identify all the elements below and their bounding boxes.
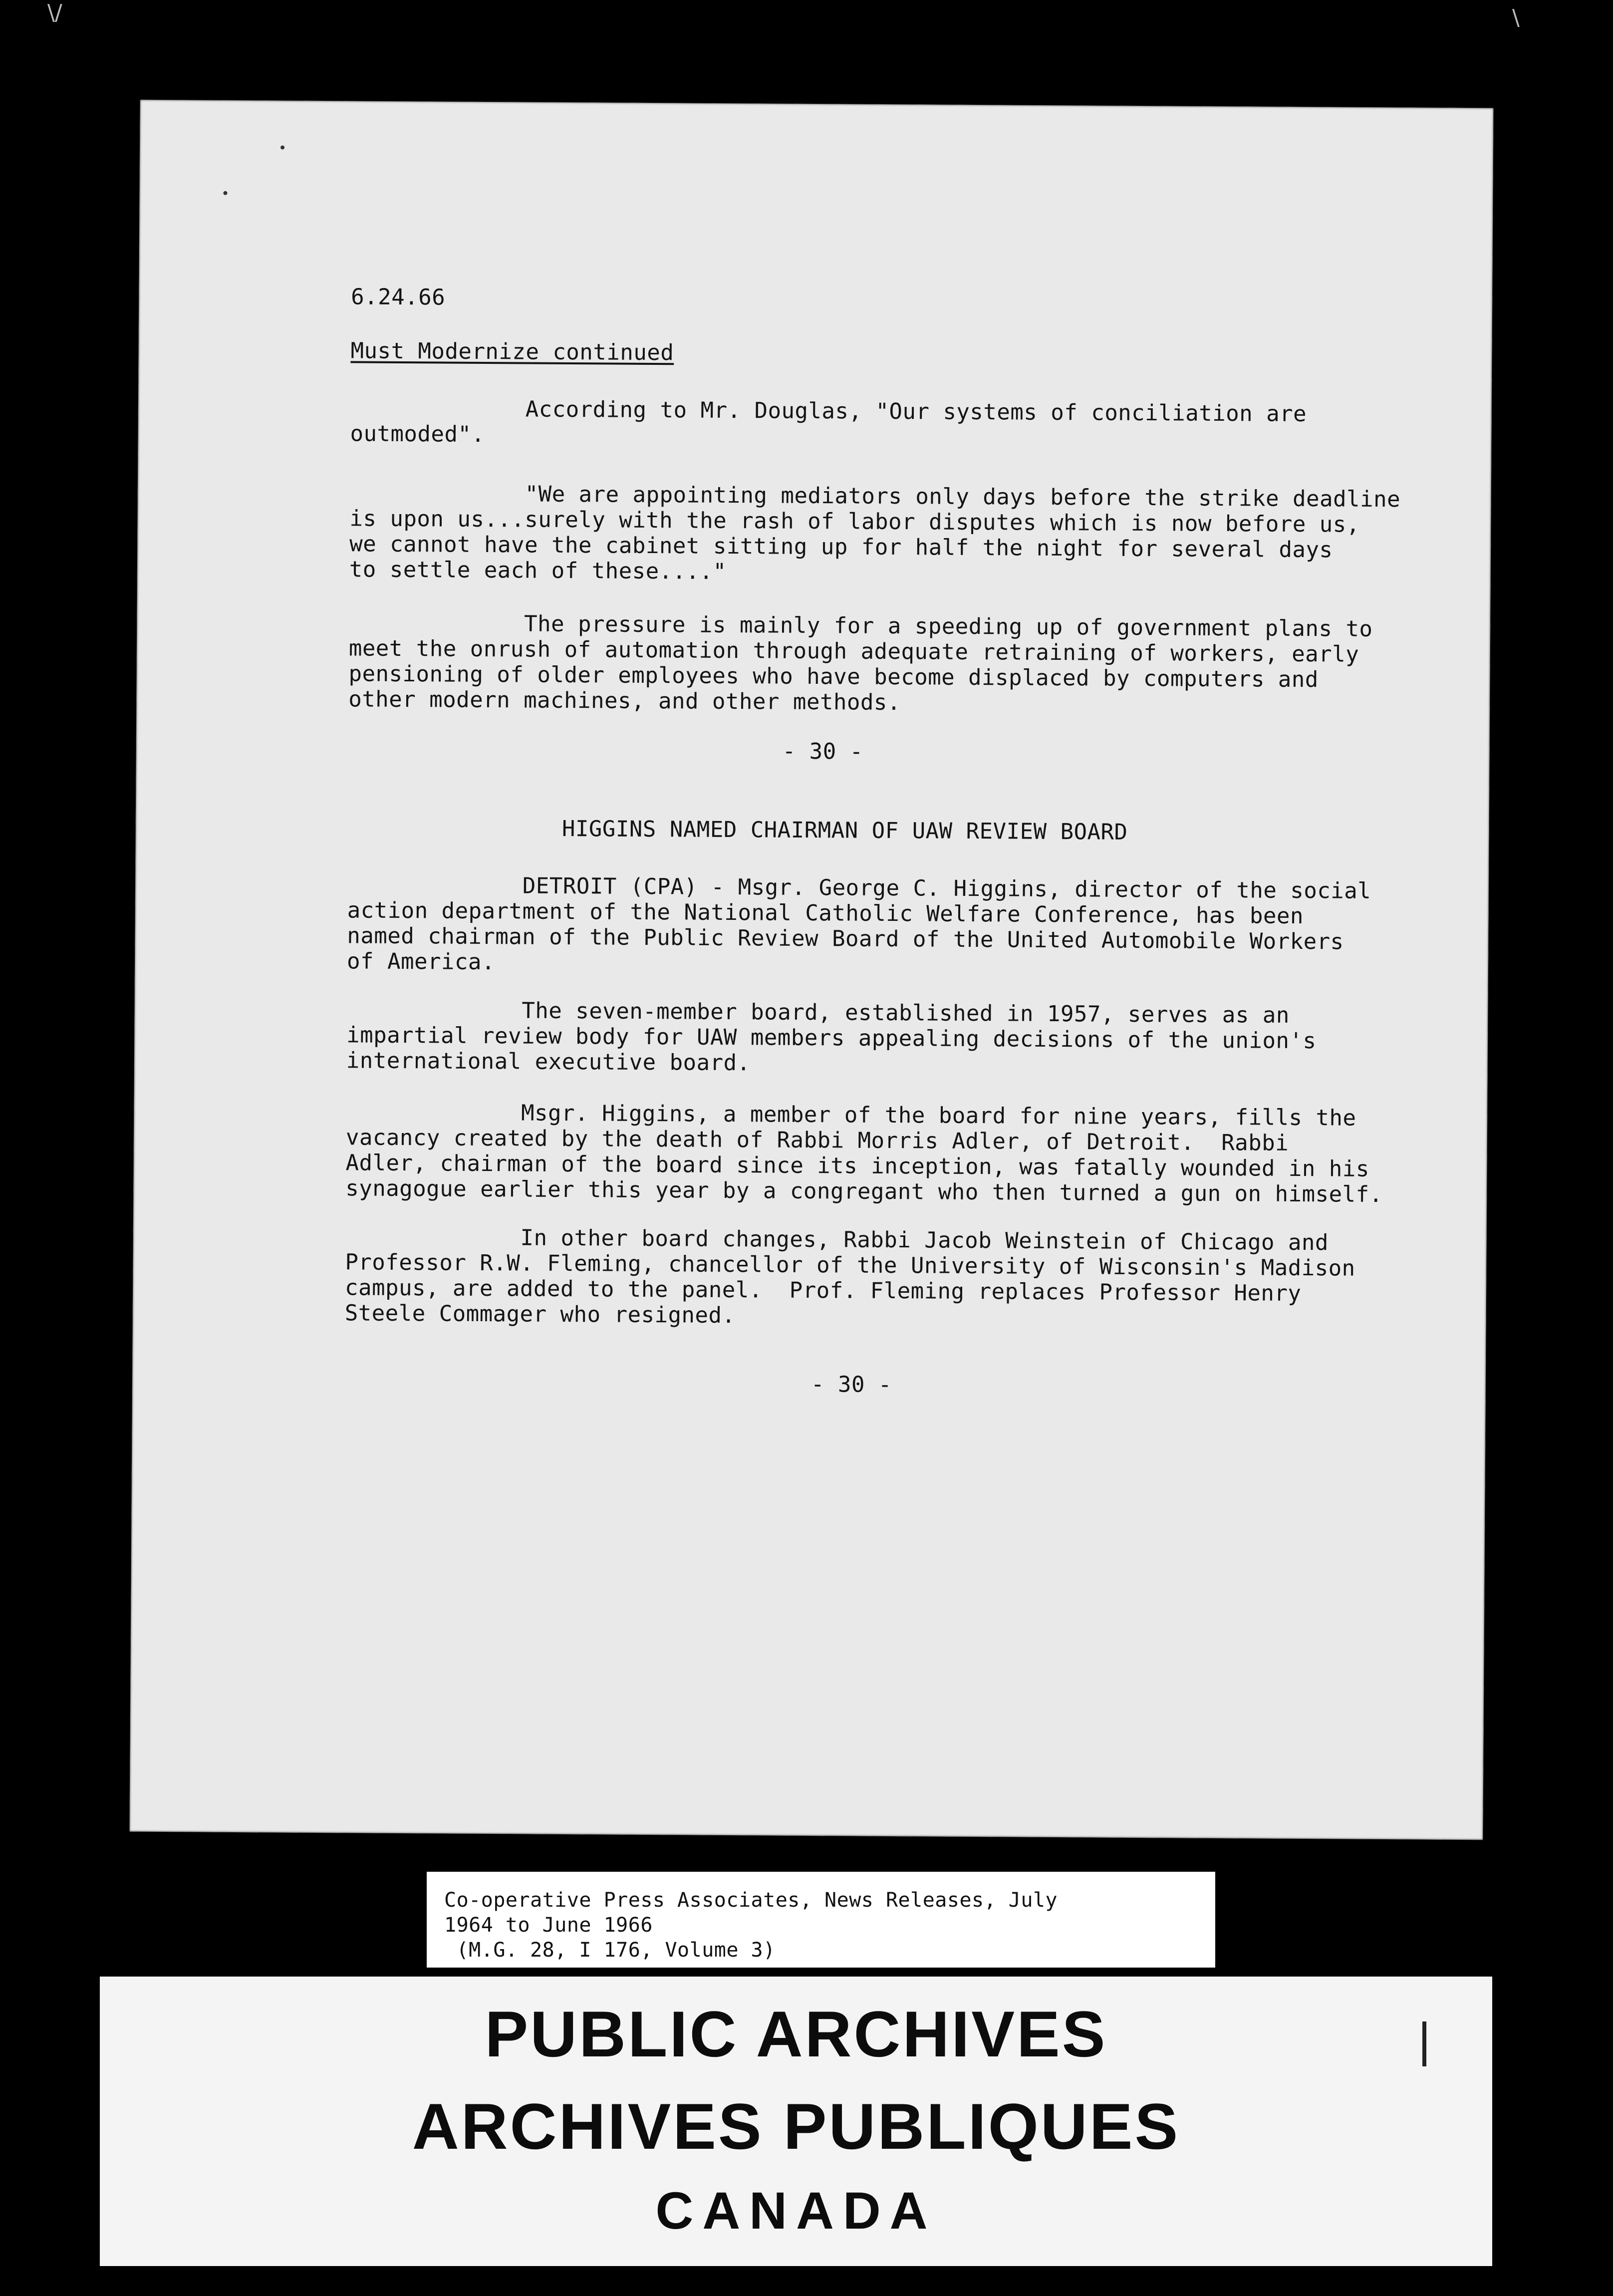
corner-mark-left: \/ [47,0,62,25]
document-page [129,100,1493,1840]
paragraph: Msgr. Higgins, a member of the board for nine years, fills the vacancy created by the death of Rabbi Morris Adler, of Detroit. Rabbi Adler, chairman of the board since its inception, was fatally wounded in his synagogue earlier this year by a congregant who then turned a gun on himself. [345,1099,1383,1207]
stamp-line-english: PUBLIC ARCHIVES [485,1998,1107,2070]
stamp-line-french: ARCHIVES PUBLIQUES [412,2090,1180,2163]
section-heading: Must Modernize continued [350,338,674,366]
paragraph: In other board changes, Rabbi Jacob Weinstein of Chicago and Professor R.W. Fleming, chancellor of the University of Wisconsin's Madison campus, are added to the panel. Prof. Fleming replaces Professor Henry Steele Commager who resigned. [344,1224,1355,1329]
end-marker: - 30 - [782,738,863,765]
paragraph: "We are appointing mediators only days before the strike deadline is upon us...surely with the rash of labor disputes which is now before us, we cannot have the cabinet sitting up for half the night for several days to settle each of these...." [349,480,1401,584]
paper-speck [280,145,284,149]
film-mark [1422,2021,1426,2066]
paragraph: The pressure is mainly for a speeding up of government plans to meet the onrush of automation through adequate retraining of workers, early pensioning of older employees who have become displaced by computers and other modern machines, and other methods. [348,610,1373,716]
corner-mark-right: \ [1512,5,1520,30]
paragraph: DETROIT (CPA) - Msgr. George C. Higgins, director of the social action department of the National Catholic Welfare Conference, has been named chairman of the Public Review Board of the United Automobile Workers of America. [346,872,1371,975]
archive-label [427,1872,1215,1968]
paper-speck [223,191,227,195]
end-marker: - 30 - [810,1372,892,1398]
archive-label-text: Co-operative Press Associates, News Releases, July 1964 to June 1966 (M.G. 28, I 176, Volume 3) [444,1889,1058,1962]
article-heading: HIGGINS NAMED CHAIRMAN OF UAW REVIEW BOARD [561,816,1128,845]
document-date: 6.24.66 [351,284,446,310]
paragraph: According to Mr. Douglas, "Our systems of conciliation are outmoded". [350,395,1307,447]
archive-stamp [100,1977,1492,2266]
stamp-line-country: CANADA [655,2182,937,2240]
paragraph: The seven-member board, established in 1957, serves as an impartial review body for UAW members appealing decisions of the union's international executive board. [346,997,1317,1076]
